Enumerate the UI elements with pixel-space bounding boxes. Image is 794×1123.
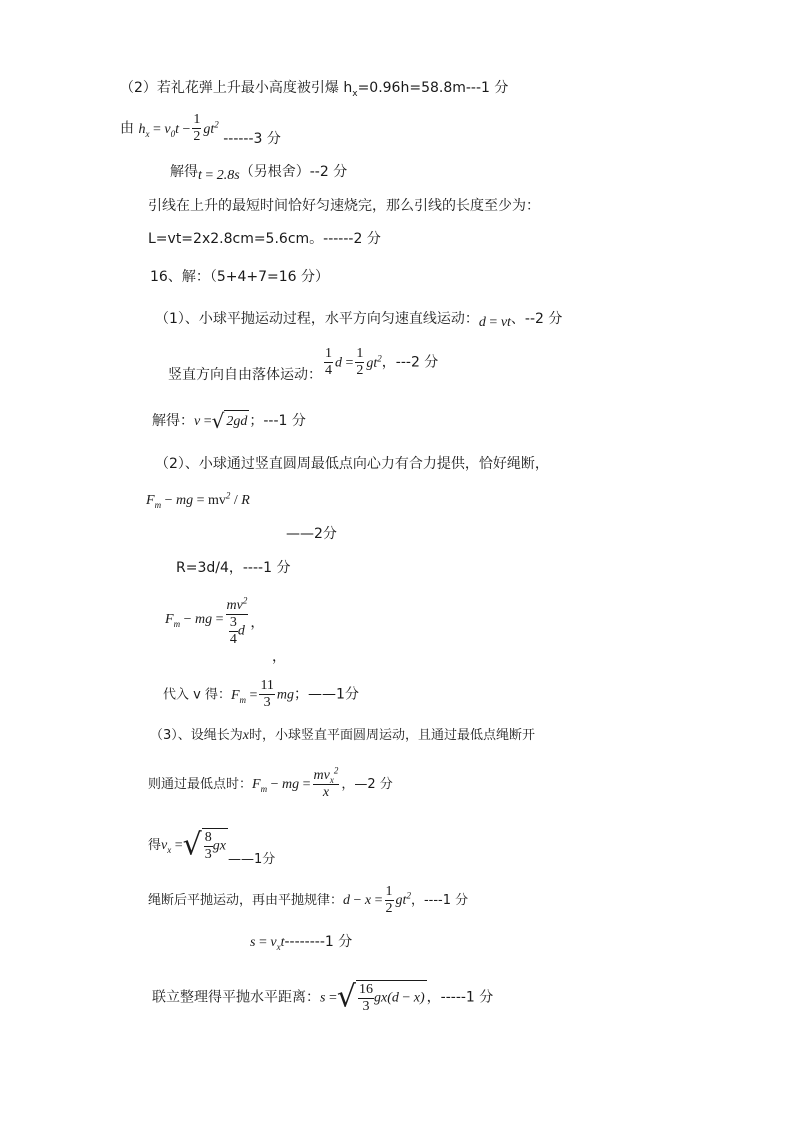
text-l18-prefix: 则通过最低点时： (148, 777, 253, 792)
text-l7-tail: 、--2 分 (510, 311, 563, 327)
text-l5: L=vt=2x2.8cm=5.6cm。------2 分 (148, 231, 381, 247)
text-l6: 16、解：（5+4+7=16 分） (150, 269, 329, 285)
text-l22-prefix: 联立整理得平抛水平距离： (152, 989, 320, 1006)
line-comma (272, 647, 286, 667)
line-vx: 得$v_x$ =√ $\frac{8}{3}$ gx——1分 (148, 827, 276, 867)
text-l1-tail: =0.96h=58.8m---1 分 (357, 80, 509, 96)
frac-half: $\frac{1}{2}$ (193, 112, 201, 144)
formula-hx: $h_x = v_0t$ − (138, 121, 191, 139)
line-force-eq-2: $F_m$ − mg = $mv^2$ $\frac{3}{4}$ d ， (165, 595, 265, 647)
text-l19-prefix: 得 (148, 838, 162, 853)
line-score-2 (286, 524, 337, 544)
text-l3-tail: （另根舍）--2 分 (239, 164, 348, 180)
line-solve-v: 解得：v =√ 2gd ；---1 分 (152, 409, 306, 433)
line-rope-length: （3）、设绳长为x时，小球竖直平面圆周运动，且通过最低点绳断开 (150, 728, 536, 743)
line-horizontal-motion: （1）、小球平抛运动过程，水平方向匀速直线运动：d = vt、--2 分 (155, 311, 563, 330)
text-l19-tail: ——1分 (227, 852, 276, 867)
line-s-vxt: $s = v_xt--------1$ 分 (250, 934, 353, 952)
text-l2-tail: ------3 分 (223, 130, 281, 147)
text-l21-tail: --------1 分 (284, 934, 353, 950)
text-l8-tail: ，---2 分 (381, 354, 439, 371)
line-vertical-motion: 竖直方向自由落体运动： $\frac{1}{4}$ d = $\frac{1}{2}$ $gt^2$，---2 分 (168, 346, 439, 383)
line-L-result (148, 229, 381, 249)
line-final-distance: 联立整理得平抛水平距离：s =√ $\frac{16}{3}$ gx(d − x) ，-----1 分 (152, 979, 494, 1015)
line-q16-header (150, 267, 329, 287)
text-l1: （2）若礼花弹上升最小高度被引爆 h (120, 80, 353, 96)
text-l15: ， (272, 649, 286, 665)
line-substitute-v: 代入 v 得：$F_m$ = $\frac{11}{3}$ mg；——1分 (163, 678, 359, 710)
text-l18-tail: ，—2 分 (341, 777, 393, 792)
text-l9-prefix: 解得： (152, 413, 194, 429)
text-l2-prefix: 由 (120, 120, 134, 137)
line-force-eq-1: $F_m$ − mg = $mv^2$ / R (146, 490, 250, 510)
text-l20-tail: ，----1 分 (410, 893, 469, 908)
line-circular-lowest (155, 454, 549, 474)
line-solve-t: 解得t = 2.8s（另根舍）--2 分 (170, 164, 348, 183)
text-l10: （2）、小球通过竖直圆周最低点向心力有合力提供，恰好绳断， (155, 456, 549, 472)
text-l12: ——2分 (286, 526, 337, 542)
text-l13: R=3d/4，----1 分 (176, 560, 291, 576)
text-l16-prefix: 代入 v 得： (163, 687, 231, 703)
line-fuse-length (148, 196, 540, 216)
line-lowest-point: 则通过最低点时：$F_m$ − mg = $\frac{mv_x^2}{x}$ ，—2 分 (148, 765, 393, 800)
line-projectile: 绳断后平抛运动，再由平抛规律：d − x = $\frac{1}{2}$ $gt^2$，----1 分 (148, 884, 469, 916)
text-l4: 引线在上升的最短时间恰好匀速烧完，那么引线的长度至少为： (148, 198, 540, 214)
line-radius (176, 558, 290, 578)
text-l22-tail: ，-----1 分 (426, 989, 494, 1006)
text-l14-tail: ， (250, 615, 265, 631)
text-l7-prefix: （1）、小球平抛运动过程，水平方向匀速直线运动： (155, 311, 479, 327)
line-height-detonation (120, 78, 508, 98)
text-l17-tail: 时，小球竖直平面圆周运动，且通过最低点绳断开 (249, 728, 536, 743)
text-l3-prefix: 解得 (170, 164, 198, 180)
text-l20-prefix: 绳断后平抛运动，再由平抛规律： (148, 893, 344, 908)
text-l8-prefix: 竖直方向自由落体运动： (168, 366, 322, 383)
text-l16-tail: ；——1分 (294, 686, 359, 703)
text-l17-prefix: （3）、设绳长为 (150, 728, 243, 743)
text-l9-tail: ；---1 分 (249, 413, 306, 429)
line-kinematic-equation: 由 $h_x = v_0t$ − $\frac{1}{2}$ $gt^2$ ------3 分 (120, 112, 281, 147)
text-l1-sub: x (352, 88, 358, 99)
